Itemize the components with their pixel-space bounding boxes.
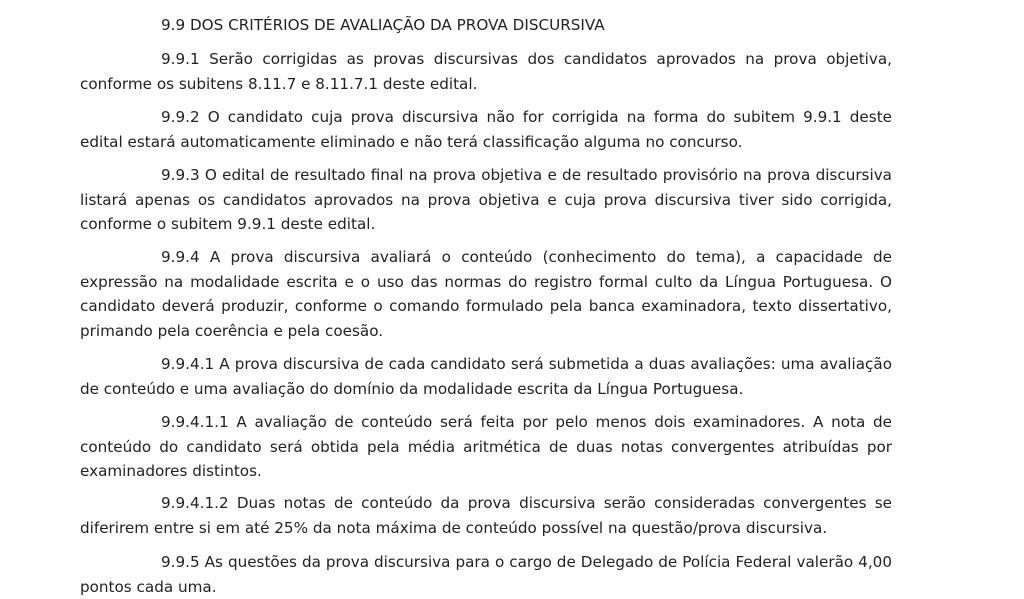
paragraph-9-9-4-1: 9.9.4.1 A prova discursiva de cada candidato será submetida a duas avaliações: uma avaliação de conteúdo e uma avaliação do domínio da modalidade escrita da Língua Portuguesa. — [80, 355, 892, 398]
paragraph-9-9-3: 9.9.3 O edital de resultado final na prova objetiva e de resultado provisório na prova discursiva listará apenas os candidatos aprovados na prova objetiva e cuja prova discursiva tiver sido corrigida, conforme o subitem 9.9.1 deste edital. — [80, 166, 892, 233]
paragraph-9-9-5: 9.9.5 As questões da prova discursiva para o cargo de Delegado de Polícia Federal valerão 4,00 pontos cada uma. — [80, 553, 892, 596]
section-heading: 9.9 DOS CRITÉRIOS DE AVALIAÇÃO DA PROVA DISCURSIVA — [161, 16, 605, 34]
paragraph-9-9-1: 9.9.1 Serão corrigidas as provas discursivas dos candidatos aprovados na prova objetiva, conforme os subitens 8.11.7 e 8.11.7.1 deste edital. — [80, 50, 892, 93]
paragraph-9-9-4: 9.9.4 A prova discursiva avaliará o conteúdo (conhecimento do tema), a capacidade de expressão na modalidade escrita e o uso das normas do registro formal culto da Língua Portuguesa. O candidato deverá produzir, conforme o comando formulado pela banca examinadora, texto dissertativo, primando pela coerência e pela coesão. — [80, 248, 892, 340]
paragraph-9-9-4-1-2: 9.9.4.1.2 Duas notas de conteúdo da prova discursiva serão consideradas convergentes se diferirem entre si em até 25% da nota máxima de conteúdo possível na questão/prova discursiva. — [80, 494, 892, 537]
paragraph-9-9-2: 9.9.2 O candidato cuja prova discursiva não for corrigida na forma do subitem 9.9.1 deste edital estará automaticamente eliminado e não terá classificação alguma no concurso. — [80, 108, 892, 151]
paragraph-9-9-4-1-1: 9.9.4.1.1 A avaliação de conteúdo será feita por pelo menos dois examinadores. A nota de conteúdo do candidato será obtida pela média aritmética de duas notas convergentes atribuídas por examinadores distintos. — [80, 413, 892, 480]
